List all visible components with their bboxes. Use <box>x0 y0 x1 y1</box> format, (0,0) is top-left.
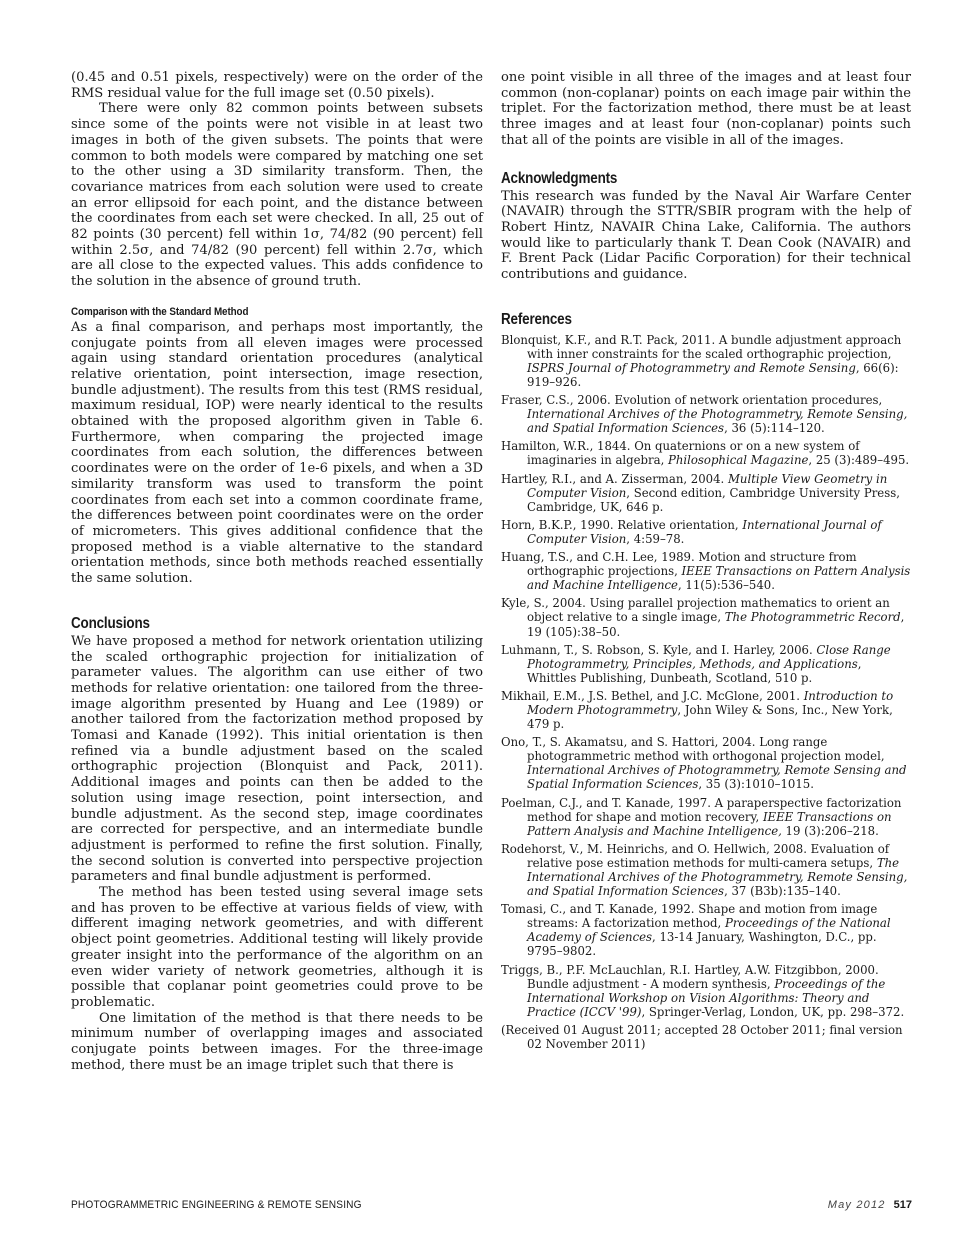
acknowledgments-paragraph: This research was funded by the Naval Air Warfare Center (NAVAIR) through the STTR/SBIR program with the help of Robert Hintz, NAVAIR China Lake, California. The authors would like to particularly thank T. Dean Cook (NAVAIR) and F. Brent Pack (Lidar Pacific Corporation) for their technical contributions and guidance. <box>501 188 911 283</box>
reference-item: Fraser, C.S., 2006. Evolution of network orientation procedures, International Archives of the Photogrammetry, Remote Sensing, and Spatial Information Sciences, 36 (5):114–120. <box>501 393 908 436</box>
body-paragraph: One limitation of the method is that there needs to be minimum number of overlapping images and associated conjugate points between images. For the three-image method, there must be an image triplet such that there is <box>71 1010 483 1073</box>
body-paragraph: one point visible in all three of the images and at least four common (non-coplanar) points on each image pair within the triplet. For the factorization method, there must be at least three images and at least four (non-coplanar) points such that all of the points are visible in all of the images. <box>501 70 911 148</box>
reference-item: Triggs, B., P.F. McLauchlan, R.I. Hartley, A.W. Fitzgibbon, 2000. Bundle adjustment - A modern synthesis, Proceedings of the International Workshop on Vision Algorithms: Theory and Practice (ICCV '99), Springer-Verlag, London, UK, pp. 298–372. <box>501 962 905 1019</box>
conclusions-heading: Conclusions <box>71 614 150 632</box>
reference-item: Rodehorst, V., M. Heinrichs, and O. Hellwich, 2008. Evaluation of relative pose estimation methods for multi-camera setups, The International Archives of the Photogrammetry, Remote Sensing, and Spatial Information Sciences, 37 (B3b):135–140. <box>501 841 908 899</box>
subsection-heading: Comparison with the Standard Method <box>71 305 249 318</box>
footer-journal-title: PHOTOGRAMMETRIC ENGINEERING & REMOTE SENSING <box>71 1199 362 1211</box>
reference-item: Huang, T.S., and C.H. Lee, 1989. Motion and structure from orthographic projections, IEEE Transactions on Pattern Analysis and Machine Intelligence, 11(5):536–540. <box>501 550 911 593</box>
acknowledgments-heading: Acknowledgments <box>501 169 618 187</box>
body-paragraph: We have proposed a method for network orientation utilizing the scaled orthographic projection for initialization of parameter values. The algorithm can use either of two methods for relative orientation: one tailored from the three-image algorithm presented by Huang and Lee (1989) or another tailored from the factorization method proposed by Tomasi and Kanade (1992). This initial orientation is then refined via a bundle adjustment based on the scaled orthographic projection (Blonquist and Pack, 2011). Additional images and points can then be added to the solution using image resection, point intersection, and bundle adjustment. As the second step, image coordinates are corrected for perspective, and an intermediate bundle adjustment is performed to refine the first solution. Finally, the second solution is converted into perspective projection parameters and final bundle adjustment is performed. <box>71 633 483 885</box>
reference-item: Ono, T., S. Akamatsu, and S. Hattori, 2004. Long range photogrammetric method with orthogonal projection model, International Archives of Photogrammetry, Remote Sensing and Spatial Information Sciences, 35 (3):1010–1015. <box>501 735 907 792</box>
reference-item: Kyle, S., 2004. Using parallel projection mathematics to orient an object relative to a single image, The Photogrammetric Record, 19 (105):38–50. <box>501 596 905 639</box>
body-paragraph: There were only 82 common points between subsets since some of the points were not visible in at least two images in both of the given subsets. The points that were common to both models were compared by matching one set to the other using a 3D similarity transform. Then, the covariance matrices from each solution were used to create an error ellipsoid for each point, and the distance between the coordinates from each set were checked. In all, 25 out of 82 points (30 percent) fell within 1σ, 74/82 (90 percent) fell within 2.5σ, and 74/82 (90 percent) fell within 2.7σ, which are all close to the expected values. This adds confidence to the solution in the absence of ground truth. <box>71 101 483 290</box>
references-heading: References <box>501 310 572 328</box>
reference-item: Horn, B.K.P., 1990. Relative orientation, International Journal of Computer Vision, 4:59–78. <box>501 517 882 546</box>
body-paragraph: As a final comparison, and perhaps most importantly, the conjugate points from all eleven images were processed again using standard orientation procedures (analytical relative orientation, point intersection, image resection, bundle adjustment). The results from this test (RMS residual, maximum residual, IOP) were nearly identical to the results obtained with the proposed algorithm given in Table 6. Furthermore, when comparing the projected image coordinates from each solution, the differences between coordinates were on the order of 1e-6 pixels, and when a 3D similarity transform was used to transform the point coordinates from each set into a common coordinate frame, the differences between point coordinates were on the order of micrometers. This gives additional confidence that the proposed method is a viable alternative to the standard orientation methods, since both methods reached essentially the same solution. <box>71 319 483 587</box>
reference-item: Hamilton, W.R., 1844. On quaternions or on a new system of imaginaries in algebra, Philosophical Magazine, 25 (3):489–495. <box>501 439 910 468</box>
reference-item: Blonquist, K.F., and R.T. Pack, 2011. A bundle adjustment approach with inner constraints for the scaled orthographic projection, ISPRS Journal of Photogrammetry and Remote Sensing, 66(6): 919–926. <box>501 332 902 390</box>
reference-item: Tomasi, C., and T. Kanade, 1992. Shape and motion from image streams: A factorization method, Proceedings of the National Academy of Sciences, 13-14 January, Washington, D.C., pp. 9795–9802. <box>501 902 891 959</box>
reference-item: Poelman, C.J., and T. Kanade, 1997. A paraperspective factorization method for shape and motion recovery, IEEE Transactions on Pattern Analysis and Machine Intelligence, 19 (3):206–218. <box>501 795 902 838</box>
reference-list <box>501 333 911 1051</box>
footer-date: May 2012 <box>827 1199 886 1211</box>
reference-item: Hartley, R.I., and A. Zisserman, 2004. Multiple View Geometry in Computer Vision, Second edition, Cambridge University Press, Cambridge, UK, 646 p. <box>501 471 900 514</box>
body-paragraph: The method has been tested using several image sets and has proven to be effective at various fields of view, with different imaging network geometries, and with different object point geometries. Additional testing will likely provide greater insight into the performance of the algorithm on an even wider variety of network geometries, although it is possible that coplanar point geometries could prove to be problematic. <box>71 885 483 1010</box>
page-number: 517 <box>893 1199 912 1211</box>
body-paragraph: (0.45 and 0.51 pixels, respectively) were on the order of the RMS residual value for the full image set (0.50 pixels). <box>71 70 483 101</box>
left-column <box>71 70 483 1073</box>
received-note: (Received 01 August 2011; accepted 28 October 2011; final version 02 November 2011) <box>501 1022 903 1052</box>
reference-item: Mikhail, E.M., J.S. Bethel, and J.C. McGlone, 2001. Introduction to Modern Photogrammetry, John Wiley & Sons, Inc., New York, 479 p. <box>501 688 894 732</box>
footer-page-info <box>828 1199 912 1211</box>
reference-item: Luhmann, T., S. Robson, S. Kyle, and I. Harley, 2006. Close Range Photogrammetry, Principles, Methods, and Applications, Whittles Publishing, Dunbeath, Scotland, 510 p. <box>501 642 891 685</box>
right-column <box>501 70 911 1055</box>
